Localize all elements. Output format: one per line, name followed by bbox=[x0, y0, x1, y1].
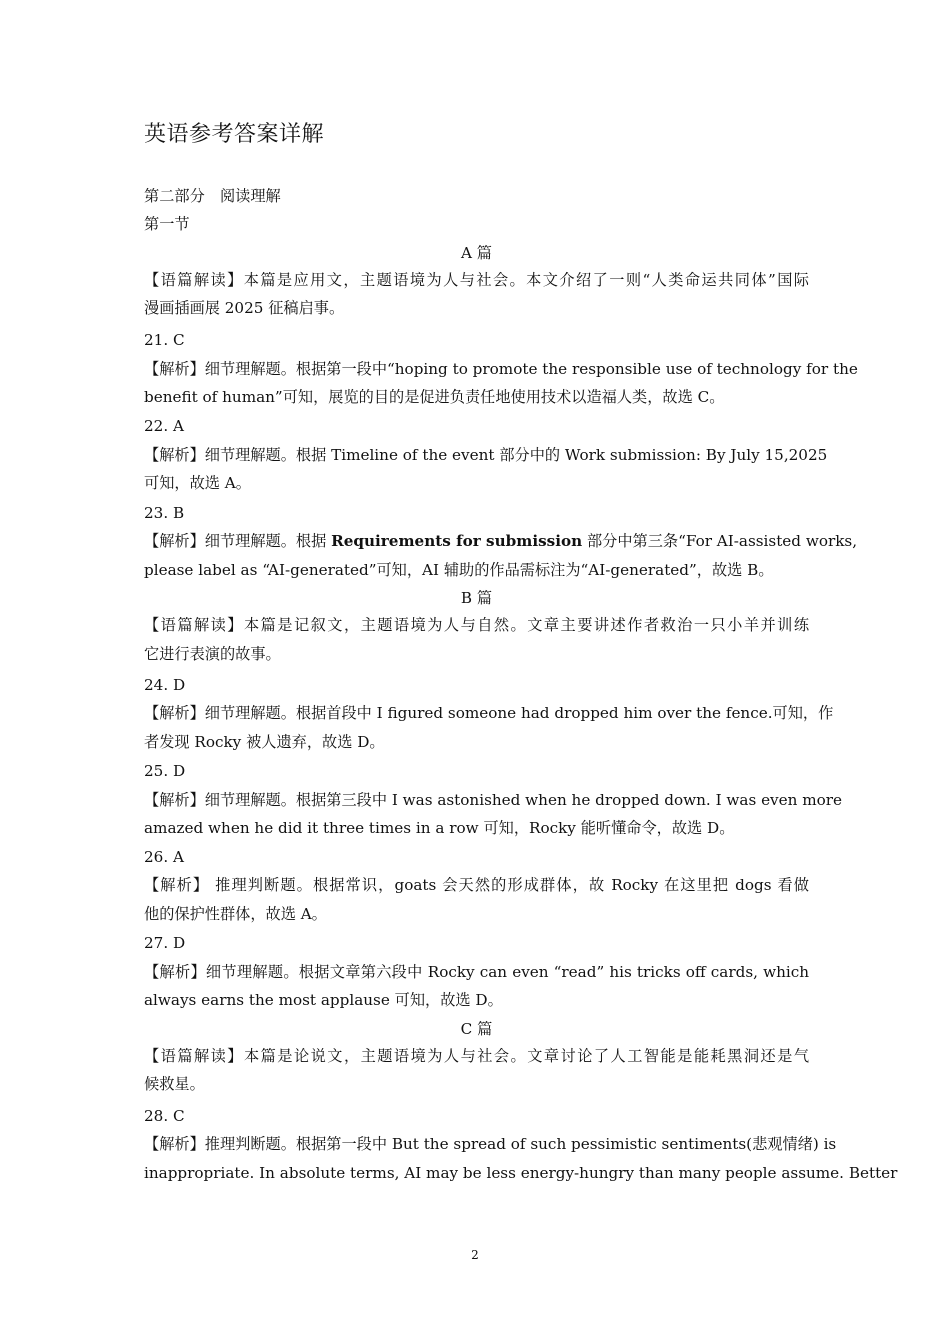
explanation-28: 【解析】推理判断题。根据第一段中 But the spread of such pessimistic sentiments(悲观情绪) is bbox=[144, 1135, 837, 1153]
part-heading: 第二部分 阅读理解 bbox=[144, 187, 281, 205]
explanation-22: 可知，故选 A。 bbox=[144, 474, 251, 492]
page-title: 英语参考答案详解 bbox=[144, 122, 325, 147]
explanation-26: 【解析】 推理判断题。根据常识，goats 会天然的形成群体，故 Rocky 在这里把 dogs 看做 bbox=[144, 876, 809, 894]
answer-22: 22. A bbox=[144, 417, 184, 435]
answer-26: 26. A bbox=[144, 848, 184, 866]
answer-27: 27. D bbox=[144, 934, 186, 952]
explanation-25: amazed when he did it three times in a row 可知，Rocky 能听懂命令，故选 D。 bbox=[144, 819, 735, 837]
bold-section-name: Requirements for submission bbox=[331, 532, 583, 550]
explanation-21: benefit of human”可知，展览的目的是促进负责任地使用技术以造福人类，故选 C。 bbox=[144, 388, 725, 406]
explanation-24: 【解析】细节理解题。根据首段中 I figured someone had dropped him over the fence.可知，作 bbox=[144, 704, 834, 722]
passage-b-heading: B 篇 bbox=[460, 589, 493, 607]
explanation-23 bbox=[144, 531, 858, 551]
explanation-text: 部分中第三条“For AI-assisted works, bbox=[582, 532, 858, 550]
explanation-22: 【解析】细节理解题。根据 Timeline of the event 部分中的 Work submission: By July 15,2025 bbox=[144, 446, 828, 464]
passage-a-heading: A 篇 bbox=[461, 244, 492, 262]
passage-b-intro: 它进行表演的故事。 bbox=[144, 645, 281, 663]
explanation-25: 【解析】细节理解题。根据第三段中 I was astonished when he dropped down. I was even more bbox=[144, 791, 843, 809]
explanation-27: always earns the most applause 可知，故选 D。 bbox=[144, 991, 503, 1009]
page-number: 2 bbox=[471, 1248, 479, 1262]
answer-23: 23. B bbox=[144, 504, 185, 522]
answer-21: 21. C bbox=[144, 331, 185, 349]
passage-b-intro: 【语篇解读】本篇是记叙文，主题语境为人与自然。文章主要讲述作者救治一只小羊并训练 bbox=[144, 616, 809, 634]
passage-c-heading: C 篇 bbox=[460, 1020, 493, 1038]
explanation-21: 【解析】细节理解题。根据第一段中“hoping to promote the responsible use of technology for the bbox=[144, 360, 858, 378]
answer-24: 24. D bbox=[144, 676, 186, 694]
explanation-26: 他的保护性群体，故选 A。 bbox=[144, 905, 327, 923]
explanation-27: 【解析】细节理解题。根据文章第六段中 Rocky can even “read” his tricks off cards, which bbox=[144, 963, 809, 981]
explanation-24: 者发现 Rocky 被人遗弃，故选 D。 bbox=[144, 733, 385, 751]
answer-25: 25. D bbox=[144, 762, 186, 780]
answer-28: 28. C bbox=[144, 1107, 185, 1125]
passage-c-intro: 【语篇解读】本篇是论说文，主题语境为人与社会。文章讨论了人工智能是能耗黑洞还是气 bbox=[144, 1047, 809, 1065]
explanation-23: please label as “AI-generated”可知，AI 辅助的作品需标注为“AI-generated”，故选 B。 bbox=[144, 561, 774, 579]
passage-a-intro: 漫画插画展 2025 征稿启事。 bbox=[144, 299, 345, 317]
passage-c-intro: 候救星。 bbox=[144, 1075, 205, 1093]
explanation-28: inappropriate. In absolute terms, AI may be less energy-hungry than many people assume. Better bbox=[144, 1164, 898, 1182]
explanation-text: 【解析】细节理解题。根据 bbox=[144, 532, 332, 550]
section-heading: 第一节 bbox=[144, 215, 190, 233]
passage-a-intro: 【语篇解读】本篇是应用文，主题语境为人与社会。本文介绍了一则“人类命运共同体”国际 bbox=[144, 271, 809, 289]
